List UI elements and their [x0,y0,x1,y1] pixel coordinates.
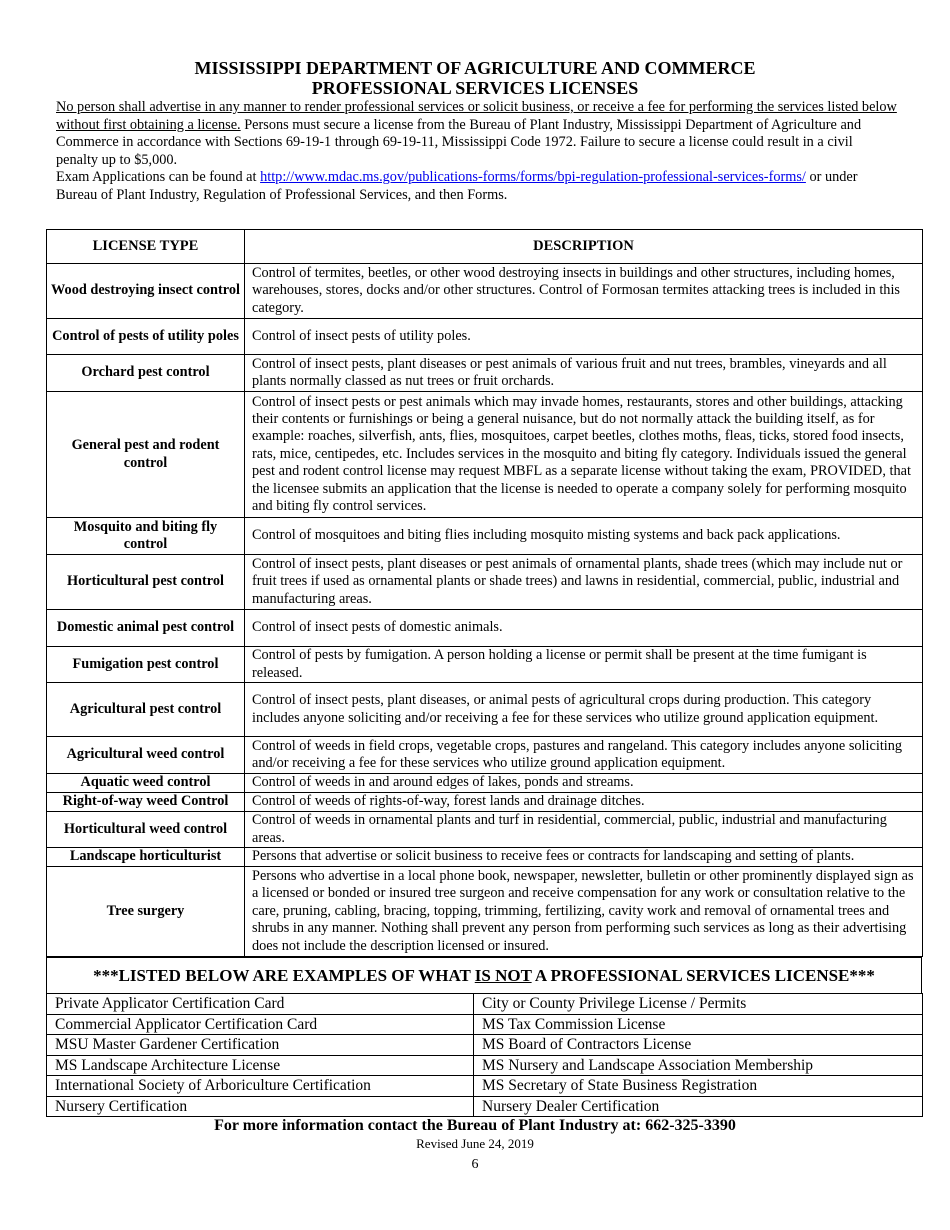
license-table-header [47,230,923,264]
table-row [47,1076,923,1097]
license-type: Orchard pest control [47,355,245,392]
table-row [47,812,923,848]
department-title: MISSISSIPPI DEPARTMENT OF AGRICULTURE AND COMMERCE [194,58,756,78]
description-header: DESCRIPTION [245,230,923,264]
license-type: Tree surgery [47,867,245,957]
intro-body-text: Persons must secure a license from the Bureau of Plant Industry, Mississippi Department of Agriculture and Commerce in accordance with Sections 69-19-1 through 69-19-11, Mississippi Code 1972. Failure to secure a license could result in a civil penalty up to $5,000. [56,116,862,168]
license-type: Fumigation pest control [47,647,245,683]
contact-footer: For more information contact the Bureau of Plant Industry at: 662-325-3390 [214,1117,736,1134]
not-license-item: Private Applicator Certification Card [47,994,474,1015]
table-row [47,392,923,518]
license-description: Control of insect pests, plant diseases or pest animals of various fruit and nut trees, brambles, vineyards and all plants normally classed as nut trees or fruit orchards. [245,355,923,392]
not-license-item: Nursery Certification [47,1096,474,1117]
revised-date: Revised June 24, 2019 [416,1136,534,1151]
license-description: Control of insect pests of domestic animals. [245,610,923,647]
exam-prefix: Exam Applications can be found at [56,169,261,186]
table-row [47,319,923,355]
license-description: Control of insect pests of utility poles. [245,319,923,355]
table-row [47,793,923,812]
license-type: Wood destroying insect control [47,264,245,319]
exam-applications-link[interactable]: http://www.mdac.ms.gov/publications-forms/forms/bpi-regulation-professional-services-forms/ [260,169,806,186]
table-row [47,848,923,867]
not-license-item: International Society of Arboriculture Certification [47,1076,474,1097]
license-type: Horticultural pest control [47,555,245,610]
not-license-item: Commercial Applicator Certification Card [47,1014,474,1035]
license-type: Agricultural weed control [47,737,245,774]
not-license-item: MS Nursery and Landscape Association Membership [474,1055,923,1076]
table-row [47,355,923,392]
license-type: General pest and rodent control [47,392,245,518]
license-description: Control of weeds in ornamental plants and turf in residential, commercial, public, industrial and manufacturing areas. [245,812,923,848]
license-type: Mosquito and biting fly control [47,518,245,555]
license-description: Control of pests by fumigation. A person holding a license or permit shall be present at the time fumigant is released. [245,647,923,683]
license-description: Control of weeds in and around edges of lakes, ponds and streams. [245,774,923,793]
license-type: Right-of-way weed Control [47,793,245,812]
license-description: Persons who advertise in a local phone book, newspaper, newsletter, bulletin or other prominently displayed sign as a licensed or bonded or insured tree surgeon and receive compensation for any work or consultation relative to the care, pruning, cabling, bracing, topping, trimming, fertilizing, cavity work and removal of ornamental trees and shrubs in any manner. Nothing shall prevent any person from performing such services as long as their advertising does not include the description licensed or insured. [245,867,923,957]
license-type: Landscape horticulturist [47,848,245,867]
not-license-item: MS Landscape Architecture License [47,1055,474,1076]
license-description: Control of insect pests, plant diseases, or animal pests of agricultural crops during production. This category includes anyone soliciting and/or receiving a fee for these services who utilize ground application equipment. [245,683,923,737]
license-description: Control of insect pests or pest animals which may invade homes, restaurants, stores and other buildings, attacking their contents or furnishings or being a general nuisance, but do not normally attack the building itself, as for example: roaches, silverfish, ants, flies, mosquitoes, carpet beetles, clothes moths, fleas, ticks, stored food insects, rats, mice, centipedes, etc. Includes services in the mosquito and biting fly category. Individuals issued the general pest and rodent control license may request MBFL as a separate license without taking the exam, PROVIDED, that the licensee submits an application that the license is needed to operate a company solely for performing mosquito and biting fly control services. [245,392,923,518]
table-row [47,264,923,319]
license-type: Agricultural pest control [47,683,245,737]
banner-suffix: A PROFESSIONAL SERVICES LICENSE*** [531,966,875,985]
license-type-header: LICENSE TYPE [47,230,245,264]
table-row [47,518,923,555]
table-row [47,774,923,793]
intro-paragraph [56,99,898,205]
not-license-item: MS Secretary of State Business Registration [474,1076,923,1097]
table-row [47,610,923,647]
license-type: Aquatic weed control [47,774,245,793]
table-row [47,867,923,957]
document-title: PROFESSIONAL SERVICES LICENSES [311,78,639,98]
table-row [47,737,923,774]
banner-emphasis: IS NOT [474,966,532,985]
license-description: Control of weeds in field crops, vegetable crops, pastures and rangeland. This category includes anyone soliciting and/or receiving a fee for these services who utilize ground application equipment. [245,737,923,774]
table-row [47,683,923,737]
not-license-table [46,993,923,1117]
table-row [47,1035,923,1056]
table-row [47,1014,923,1035]
not-license-item: MSU Master Gardener Certification [47,1035,474,1056]
license-description: Control of termites, beetles, or other wood destroying insects in buildings and other structures, including homes, warehouses, stores, docks and/or other structures. Control of Formosan termites attacking trees is included in this category. [245,264,923,319]
license-description: Control of insect pests, plant diseases or pest animals of ornamental plants, shade trees (which may include nut or fruit trees if used as ornamental plants or shade trees) and lawns in residential, commercial, public, industrial and manufacturing areas. [245,555,923,610]
license-type: Control of pests of utility poles [47,319,245,355]
table-row [47,1096,923,1117]
exam-suffix: or under Bureau of Plant Industry, Regulation of Professional Services, and then Forms. [56,169,858,203]
license-description: Persons that advertise or solicit business to receive fees or contracts for landscaping and setting of plants. [245,848,923,867]
not-license-item: City or County Privilege License / Permits [474,994,923,1015]
not-license-item: Nursery Dealer Certification [474,1096,923,1117]
license-type: Horticultural weed control [47,812,245,848]
license-description: Control of weeds of rights-of-way, forest lands and drainage ditches. [245,793,923,812]
not-license-item: MS Tax Commission License [474,1014,923,1035]
table-row [47,647,923,683]
license-table [46,229,923,957]
license-description: Control of mosquitoes and biting flies including mosquito misting systems and back pack applications. [245,518,923,555]
table-row [47,994,923,1015]
table-row [47,555,923,610]
license-type: Domestic animal pest control [47,610,245,647]
page-number: 6 [471,1157,479,1172]
banner-prefix: ***LISTED BELOW ARE EXAMPLES OF WHAT [93,966,475,985]
not-license-item: MS Board of Contractors License [474,1035,923,1056]
not-license-banner [46,957,922,993]
table-row [47,1055,923,1076]
intro-underlined-text: No person shall advertise in any manner to render professional services or solicit business, or receive a fee for performing the services listed below without first obtaining a license. [56,99,897,133]
